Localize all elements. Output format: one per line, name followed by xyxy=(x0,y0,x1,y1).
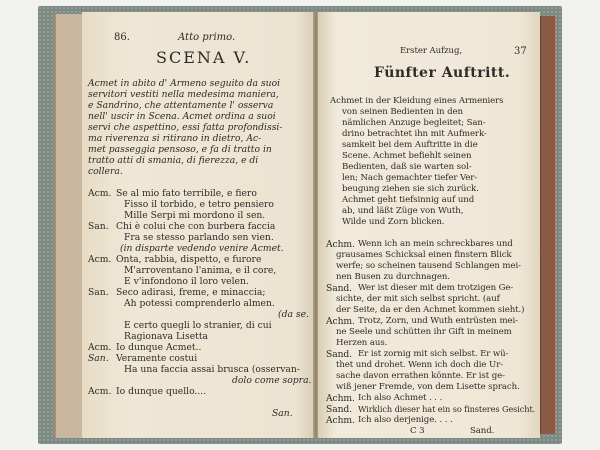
dialogue-line: Mille Serpi mi mordono il sen. xyxy=(124,210,266,221)
dialogue-line: Ich also Achmet . . . xyxy=(358,393,443,403)
right-stage-line: len; Nach gemachter tiefer Ver- xyxy=(342,173,478,183)
dialogue-line: Onta, rabbia, dispetto, e furore xyxy=(116,254,262,265)
dialogue-line: Er ist zornig mit sich selbst. Er wü- xyxy=(358,349,509,359)
left-stage-line: met passeggia pensoso, e fa di tratto in xyxy=(88,144,272,155)
dialogue-line: grausames Schicksal einen finstern Blick xyxy=(336,250,512,260)
dialogue-line: Ich also derjenige. . . . xyxy=(358,415,453,425)
dialogue-line: Io dunque quello.... xyxy=(116,386,207,397)
right-stage-line: samkeit bei dem Auftritte in die xyxy=(342,140,478,150)
dialogue-line: sichte, der mit sich selbst spricht. (auf xyxy=(336,294,500,304)
signature-mark: C 3 xyxy=(410,426,425,436)
left-stage-line: collera. xyxy=(88,166,123,177)
dialogue-line: E certo quegli lo stranier, di cui xyxy=(124,320,272,331)
dialogue-line: werfe; so scheinen tausend Schlangen mei- xyxy=(336,261,521,271)
left-stage-line: servi che aspettino, essi fatta profondissi- xyxy=(88,122,283,133)
dialogue-line: Wirklich dieser hat ein so finsteres Gesicht. xyxy=(358,404,536,414)
speaker-label: Acm. xyxy=(88,254,112,265)
left-stage-line: ma riverenza si ritirano in dietro, Ac- xyxy=(88,133,262,144)
aside-direction: (da se. xyxy=(278,309,309,320)
dialogue-line: Seco adirasi, freme, e minaccia; xyxy=(116,287,266,298)
speaker-label: Achm. xyxy=(326,393,355,404)
right-stage-line: Wilde und Zorn blicken. xyxy=(342,217,445,227)
back-binding xyxy=(540,16,555,434)
left-stage-line: servitori vestiti nella medesima maniera, xyxy=(88,89,279,100)
right-stage-line: nämlichen Anzuge begleitet; San- xyxy=(342,118,486,128)
speaker-label: Achm. xyxy=(326,316,355,327)
dialogue-line: Trotz, Zorn, und Wuth entrüsten mei- xyxy=(358,316,518,326)
speaker-label: San. xyxy=(88,353,109,364)
left-page xyxy=(82,12,314,438)
speaker-label: San. xyxy=(88,287,109,298)
speaker-label: Achm. xyxy=(326,239,355,250)
left-stage-line: tratto atti di smania, di fierezza, e di xyxy=(88,155,259,166)
dialogue-line: Veramente costui xyxy=(116,353,198,364)
dialogue-line: der Seite, da er den Achmet kommen sieht.) xyxy=(336,305,525,315)
dialogue-line: M'arroventano l'anima, e il core, xyxy=(124,265,277,276)
dialogue-line: Ah potessi comprenderlo almen. xyxy=(124,298,275,309)
dialogue-line: Se al mio fato terribile, e fiero xyxy=(116,188,257,199)
dialogue-line: Fra se stesso parlando sen vien. xyxy=(124,232,274,243)
aside-direction: dolo come sopra. xyxy=(232,375,312,386)
dialogue-line: thet und drohet. Wenn ich doch die Ur- xyxy=(336,360,504,370)
dialogue-line: Wenn ich an mein schreckbares und xyxy=(358,239,513,249)
dialogue-line: wiß jener Fremde, von dem Lisette sprach. xyxy=(336,382,520,392)
dialogue-line: Ha una faccia assai brusca (osservan- xyxy=(124,364,300,375)
right-running-head: Erster Aufzug, xyxy=(400,46,462,56)
right-stage-line: Bedienten, daß sie warten sol- xyxy=(342,162,472,172)
dialogue-line: sache davon errathen könnte. Er ist ge- xyxy=(336,371,505,381)
dialogue-line: Herzen aus. xyxy=(336,338,388,348)
dialogue-line: E v'infondono il loro velen. xyxy=(124,276,249,287)
speaker-label: San. xyxy=(88,221,109,232)
right-stage-line: Scene. Achmet befiehlt seinen xyxy=(342,151,472,161)
left-scene-title: SCENA V. xyxy=(156,48,252,67)
right-stage-line: von seinen Bedienten in den xyxy=(342,107,463,117)
left-stage-line: e Sandrino, che attentamente l' osserva xyxy=(88,100,274,111)
right-scene-title: Fünfter Auftritt. xyxy=(374,65,511,81)
speaker-label: Acm. xyxy=(88,342,112,353)
aside-direction: (in disparte vedendo venire Acmet. xyxy=(120,243,284,254)
speaker-label: Achm. xyxy=(326,415,355,426)
dialogue-line: Chi è colui che con burbera faccia xyxy=(116,221,276,232)
speaker-label: Sand. xyxy=(326,404,352,415)
left-running-head: Atto primo. xyxy=(178,32,236,43)
right-page xyxy=(318,12,540,438)
left-stage-line: nell' uscir in Scena. Acmet ordina a suoi xyxy=(88,111,276,122)
dialogue-line: Fisso il torbido, e tetro pensiero xyxy=(124,199,274,210)
dialogue-line: Wer ist dieser mit dem trotzigen Ge- xyxy=(358,283,514,293)
right-page-number: 37 xyxy=(514,46,527,57)
speaker-label: Sand. xyxy=(326,283,352,294)
right-stage-line: ab, und läßt Züge von Wuth, xyxy=(342,206,464,216)
left-page-number: 86. xyxy=(114,32,130,43)
speaker-label: Sand. xyxy=(326,349,352,360)
dialogue-line: Io dunque Acmet.. xyxy=(116,342,202,353)
speaker-label: Acm. xyxy=(88,386,112,397)
dialogue-line: Ragionava Lisetta xyxy=(124,331,208,342)
right-stage-line: drino betrachtet ihn mit Aufmerk- xyxy=(342,129,487,139)
right-stage-line: Achmet geht tiefsinnig auf und xyxy=(342,195,475,205)
dialogue-line: nen Busen zu durchnagen. xyxy=(336,272,450,282)
right-catchword: Sand. xyxy=(470,426,495,436)
speaker-label: Acm. xyxy=(88,188,112,199)
right-stage-line: Achmet in der Kleidung eines Armeniers xyxy=(330,96,504,106)
dialogue-line: ne Seele und schütten ihr Gift in meinem xyxy=(336,327,512,337)
left-stage-line: Acmet in abito d' Armeno seguito da suoi xyxy=(88,78,281,89)
left-catchword: San. xyxy=(272,408,293,419)
right-stage-line: beugung ziehen sie sich zurück. xyxy=(342,184,479,194)
